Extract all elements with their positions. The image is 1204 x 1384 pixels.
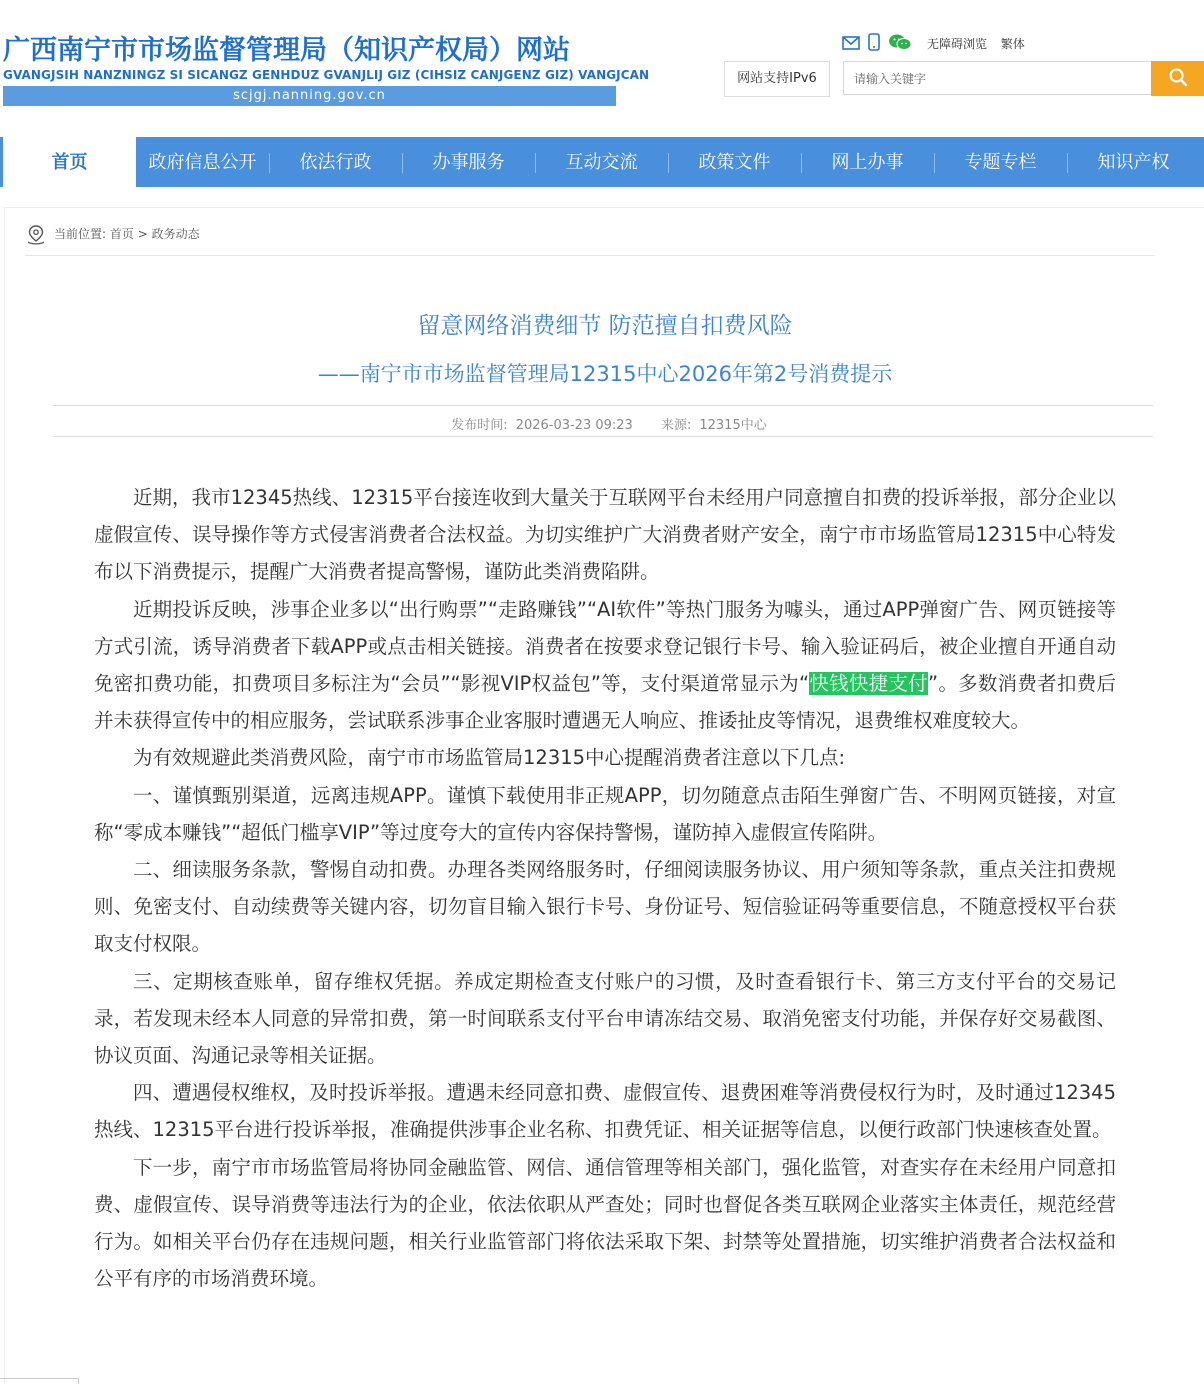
nav-item-online-affairs[interactable]: 网上办事 [831,152,904,173]
site-title: 广西南宁市市场监督管理局（知识产权局）网站 [3,35,570,66]
search-icon [1168,67,1188,91]
article-title: 留意网络消费细节 防范擅自扣费风险 [417,313,793,339]
article-subtitle: ——南宁市市场监督管理局12315中心2026年第2号消费提示 [317,362,893,386]
search-button[interactable] [1151,61,1204,96]
article-paragraph [94,591,1116,740]
source-value: 12315中心 [699,418,767,433]
floating-panel-edge [0,1378,79,1384]
main-nav [0,137,1204,187]
breadcrumb-home[interactable]: 首页 [109,227,134,241]
article-meta [5,414,1204,433]
article-paragraph: 下一步，南宁市市场监管局将协同金融监管、网信、通信管理等相关部门，强化监管，对查实存在未经用户同意扣费、虚假宣传、误导消费等违法行为的企业，依法依职从严查处；同时也督促各类互联网企业落实主体责任，规范经营行为。如相关平台仍存在违规问题，相关行业监管部门将依法采取下架、封禁等处置措施，切实维护消费者合法权益和公平有序的市场消费环境。 [94,1155,1116,1291]
nav-item-interaction[interactable]: 互动交流 [565,152,638,173]
article-paragraph: 近期，我市12345热线、12315平台接连收到大量关于互联网平台未经用户同意擅自扣费的投诉举报，部分企业以虚假宣传、误导操作等方式侵害消费者合法权益。为切实维护广大消费者财产安全，南宁市市场监管局12315中心特发布以下消费提示，提醒广大消费者提高警惕，谨防此类消费陷阱。 [94,486,1116,584]
site-domain: scjgj.nanning.gov.cn [3,86,616,106]
mobile-icon[interactable] [868,33,880,55]
mail-icon[interactable] [842,35,860,54]
nav-item-services[interactable]: 办事服务 [432,152,505,173]
ipv6-badge[interactable]: 网站支持IPv6 [724,61,830,97]
paragraph-text: 近期投诉反映，涉事企业多以“出行购票”“走路赚钱”“AI软件”等热门服务为噱头，通过APP弹窗广告、网页链接等方式引流，诱导消费者下载APP或点击相关链接。消费者在按要求登记银行卡号、输入验证码后，被企业擅自开通自动免密扣费功能，扣费项目多标注为“会员”“影视VIP权益包”等，支付渠道常显示为“ [94,597,1116,696]
location-pin-icon [25,225,47,250]
site-title-zhuang: GVANGJSIH NANZNINGZ SI SICANGZ GENHDUZ GVANJLIJ GIZ (CIHSIZ CANJGENZ GIZ) VANGJCAN [3,68,650,82]
nav-item-gov-info[interactable]: 政府信息公开 [148,152,257,173]
breadcrumb-separator: > [137,227,148,241]
article-body [94,479,1116,1297]
highlighted-text: 快钱快捷支付 [809,672,928,696]
nav-item-home[interactable]: 首页 [0,137,136,187]
nav-item-special-topics[interactable]: 专题专栏 [964,152,1037,173]
divider [53,436,1153,437]
wechat-icon[interactable] [888,33,912,55]
article-paragraph: 三、定期核查账单，留存维权凭据。养成定期检查支付账户的习惯，及时查看银行卡、第三方支付平台的交易记录，若发现未经本人同意的异常扣费，第一时间联系支付平台申请冻结交易、取消免密支付功能，并保存好交易截图、协议页面、沟通记录等相关证据。 [94,969,1116,1068]
nav-item-policy[interactable]: 政策文件 [698,152,771,173]
search-input[interactable]: 请输入关键字 [843,61,1151,95]
nav-item-ip[interactable]: 知识产权 [1097,152,1170,173]
accessibility-link[interactable]: 无障碍浏览 [927,37,988,51]
traditional-chinese-link[interactable]: 繁体 [1000,37,1025,51]
site-header [0,0,1204,136]
breadcrumb [25,225,1155,256]
divider [53,405,1153,406]
article-paragraph: 四、遭遇侵权维权，及时投诉举报。遭遇未经同意扣费、虚假宣传、退费困难等消费侵权行为时，及时通过12345热线、12315平台进行投诉举报，准确提供涉事企业名称、扣费凭证、相关证据等信息，以便行政部门快速核查处置。 [94,1081,1116,1142]
article-paragraph: 二、细读服务条款，警惕自动扣费。办理各类网络服务时，仔细阅读服务协议、用户须知等条款，重点关注扣费规则、免密支付、自动续费等关键内容，切勿盲目输入银行卡号、身份证号、短信验证码等重要信息，不随意授权平台获取支付权限。 [94,858,1116,956]
content-area [4,207,1204,1384]
article-paragraph: 一、谨慎甄别渠道，远离违规APP。谨慎下载使用非正规APP，切勿随意点击陌生弹窗广告、不明网页链接，对宣称“零成本赚钱”“超低门槛享VIP”等过度夸大的宣传内容保持警惕，谨防掉入虚假宣传陷阱。 [94,783,1116,844]
publish-time: 2026-03-23 09:23 [515,418,633,433]
breadcrumb-prefix: 当前位置: [54,227,107,241]
article-paragraph: 为有效规避此类消费风险，南宁市市场监管局12315中心提醒消费者注意以下几点: [133,746,846,770]
paragraph-text: ”。多数消费者扣费后并未获得宣传中的相应服务，尝试联系涉事企业客服时遭遇无人响应、推诿扯皮等情况，退费维权难度较大。 [94,672,1116,733]
publish-label: 发布时间: [451,418,508,433]
site-logo[interactable] [3,33,650,106]
nav-item-law-admin[interactable]: 依法行政 [299,152,372,173]
breadcrumb-current[interactable]: 政务动态 [151,227,200,241]
source-label: 来源: [660,418,692,433]
top-links [927,35,1035,52]
top-icon-group [842,34,920,54]
